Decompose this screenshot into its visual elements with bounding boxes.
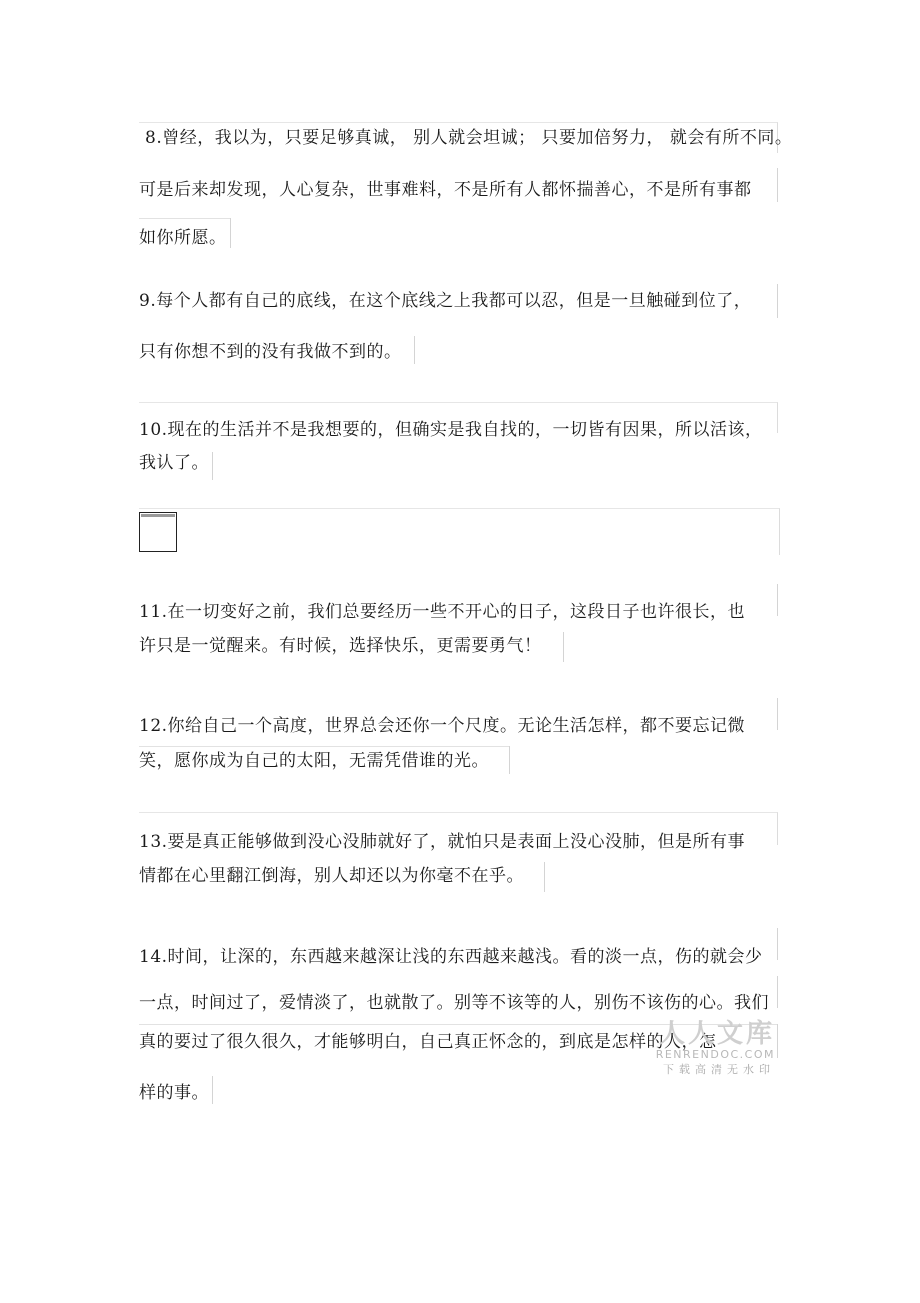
- thumbnail-header-strip: [141, 514, 175, 517]
- paragraph-9-line-2: 只有你想不到的没有我做不到的。: [139, 342, 402, 362]
- scan-frame: [139, 508, 780, 555]
- scan-rule: [777, 584, 778, 616]
- paragraph-12-line-2: 笑，愿你成为自己的太阳，无需凭借谁的光。: [139, 751, 489, 771]
- scan-rule: [777, 284, 778, 318]
- paragraph-14-line-1: 14.时间，让深的，东西越来越深让浅的东西越来越浅。看的淡一点，伤的就会少: [139, 947, 763, 967]
- paragraph-8-line-3: 如你所愿。: [139, 228, 227, 248]
- watermark: [640, 1020, 775, 1078]
- scan-rule: [563, 632, 564, 662]
- paragraph-8-line-2: 可是后来却发现，人心复杂，世事难料，不是所有人都怀揣善心，不是所有事都: [139, 180, 752, 200]
- watermark-title: 人人文库: [658, 1019, 775, 1049]
- paragraph-14-line-3: 真的要过了很久很久，才能够明白，自己真正怀念的，到底是怎样的人，怎: [139, 1032, 717, 1052]
- scan-rule: [212, 1076, 213, 1104]
- paragraph-13-line-1: 13.要是真正能够做到没心没肺就好了，就怕只是表面上没心没肺，但是所有事: [139, 832, 746, 852]
- paragraph-11-line-1: 11.在一切变好之前，我们总要经历一些不开心的日子，这段日子也许很长，也: [139, 602, 746, 622]
- embedded-image-thumbnail: [139, 512, 177, 552]
- scan-rule: [777, 1024, 778, 1058]
- scan-rule: [777, 976, 778, 1008]
- paragraph-14-line-4: 样的事。: [139, 1083, 209, 1103]
- watermark-domain: RENRENDOC.COM: [655, 1048, 775, 1061]
- paragraph-9-line-1: 9.每个人都有自己的底线，在这个底线之上我都可以忍，但是一旦触碰到位了，: [139, 291, 752, 311]
- scan-rule: [139, 746, 509, 747]
- paragraph-13-line-2: 情都在心里翻江倒海，别人却还以为你毫不在乎。: [139, 866, 524, 886]
- paragraph-10-line-1: 10.现在的生活并不是我想要的，但确实是我自找的，一切皆有因果，所以活该，: [139, 420, 763, 440]
- paragraph-14-line-2: 一点，时间过了，爱情淡了，也就散了。别等不该等的人，别伤不该伤的心。我们: [139, 993, 769, 1013]
- scan-rule: [139, 218, 230, 219]
- watermark-subtitle: 下载高清无水印: [663, 1063, 775, 1076]
- scan-rule: [230, 218, 231, 248]
- paragraph-11-line-2: 许只是一觉醒来。有时候，选择快乐，更需要勇气！: [139, 636, 542, 656]
- scan-rule: [777, 168, 778, 202]
- scan-rule: [414, 336, 415, 364]
- paragraph-10-line-2: 我认了。: [139, 453, 209, 473]
- scan-rule: [212, 452, 213, 480]
- scan-rule: [509, 746, 510, 774]
- scan-rule: [777, 928, 778, 960]
- paragraph-8-line-1: 8.曾经，我以为，只要足够真诚， 别人就会坦诚； 只要加倍努力， 就会有所不同。: [145, 128, 793, 148]
- paragraph-12-line-1: 12.你给自己一个高度，世界总会还你一个尺度。无论生活怎样，都不要忘记微: [139, 716, 746, 736]
- scan-rule: [777, 698, 778, 730]
- scan-rule: [544, 862, 545, 892]
